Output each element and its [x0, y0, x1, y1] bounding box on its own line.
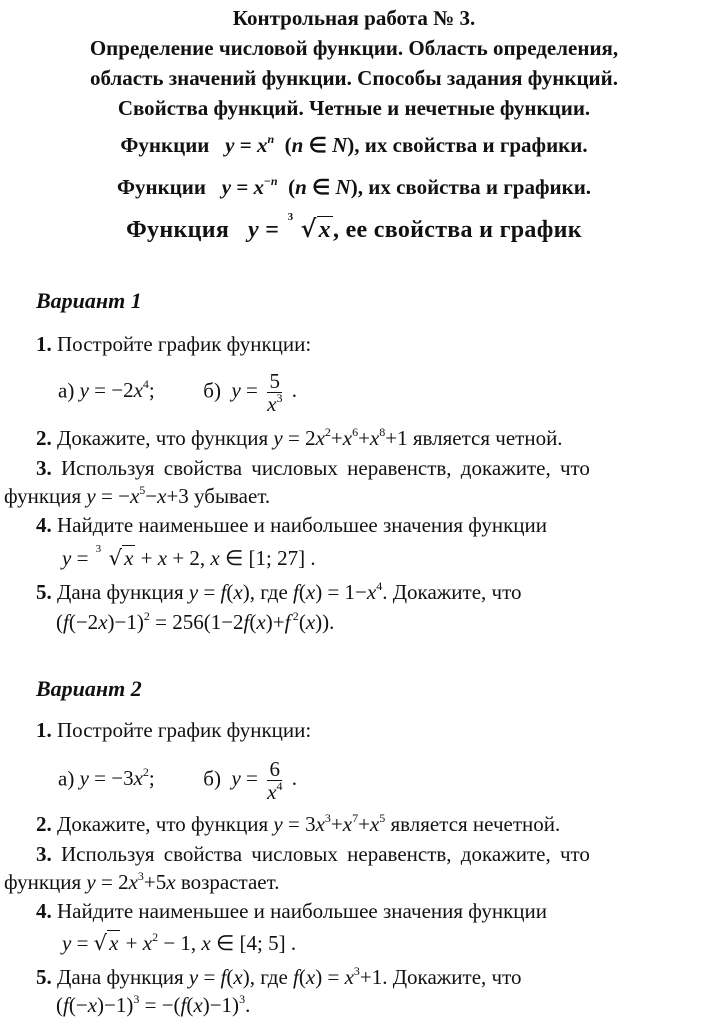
v1-task-3-line-1: [36, 456, 590, 481]
worksheet-title: Контрольная работа № 3.: [232, 6, 476, 30]
topic-line-5: [0, 175, 708, 200]
v1-task-2-text-before: Докажите, что функция: [57, 426, 269, 450]
v1-task-2-text-after: является четной.: [412, 426, 563, 450]
v1-task-1-text: Постройте график функции:: [57, 332, 312, 356]
v2-task-4-number: 4.: [36, 899, 52, 923]
v1-task-3-line-2-before: функция: [4, 484, 82, 508]
v2-task-2-number: 2.: [36, 812, 52, 836]
topic-line-6-prefix: Функция: [126, 217, 230, 243]
v1-fraction-numerator: 5: [267, 370, 282, 393]
v1-task-5-number: 5.: [36, 580, 52, 604]
v2-task-1: [36, 718, 311, 743]
formula-cube-root: y = 3 √x: [248, 211, 331, 243]
v1-task-2-formula: $y = 2x^2+x^6+x^8+1$: [273, 425, 408, 450]
v2-task-1-text: Постройте график функции:: [57, 718, 312, 742]
v2-task-1-formulas: [58, 758, 297, 803]
v1-task-1-b-label: б): [203, 378, 221, 403]
v1-formula-b: y = $\frac{5}{x^3}$ .: [231, 369, 297, 416]
v2-task-3-formula: $y = 2x^3+5x$: [86, 869, 176, 894]
v2-formula-b: y = $\frac{6}{x^4}$ .: [231, 757, 297, 804]
v2-task-5-text-mid: , где: [249, 965, 288, 989]
v1-task-3-formula: $y = -x^5-x+3$: [86, 483, 189, 508]
v2-task-4: [36, 899, 547, 924]
v1-task-5: 5. Дана функция y = f(x), где $f(x) = 1-x^4$. Докажите, что: [36, 579, 522, 604]
v2-fraction-numerator: 6: [267, 758, 282, 781]
v1-task-3-number: 3.: [36, 456, 52, 480]
v1-task-5-text-after: . Докажите, что: [382, 580, 522, 604]
topic-line-4: [0, 133, 708, 158]
topic-line-1: Определение числовой функции. Область определения,: [89, 36, 619, 60]
v1-task-3-text: Используя свойства числовых неравенств, докажите, что: [61, 456, 590, 480]
v1-task-5-formula: $(f(-2x)-1)^2 = 256(1-2f(x)+f$ $^2$(x)).: [56, 609, 335, 634]
formula-negative-power-function: $y = x^{-n}$ (n ∈ N): [221, 174, 358, 199]
v2-task-4-interval: [4; 5]: [239, 931, 286, 955]
v1-task-1-a-label: а): [58, 378, 75, 403]
v1-formula-a: $y = -2x^4$;: [79, 377, 155, 403]
topic-line-2: область значений функции. Способы задания функций.: [89, 66, 619, 90]
v2-task-1-number: 1.: [36, 718, 52, 742]
v1-task-4-interval: [1; 27]: [248, 546, 306, 570]
v2-task-3-text: Используя свойства числовых неравенств, докажите, что: [61, 842, 590, 866]
topic-line-3: Свойства функций. Четные и нечетные функции.: [117, 96, 591, 120]
v2-task-3-line-2: [4, 870, 279, 895]
variant-2-heading: Вариант 2: [36, 676, 142, 701]
v1-task-4-text: Найдите наименьшее и наибольшее значения функции: [57, 513, 548, 537]
topic-line-6-suffix: , ее свойства и график: [332, 217, 582, 243]
v1-task-1-formulas: [58, 370, 297, 415]
topic-line-4-suffix: , их свойства и графики.: [354, 133, 588, 157]
v2-task-3-number: 3.: [36, 842, 52, 866]
v2-task-2-text-after: является нечетной.: [390, 812, 561, 836]
v2-task-3-line-2-before: функция: [4, 870, 82, 894]
v2-task-5-formula: $(f(-x)-1)^3 = -(f(x)-1)^3$.: [56, 992, 251, 1017]
v2-task-2: [36, 812, 560, 837]
v2-task-5-text-after: . Докажите, что: [382, 965, 522, 989]
v1-task-2: [36, 426, 563, 451]
v1-task-4-formula: y = 3 √x + x + 2, x ∈ [1; 27] .: [62, 543, 316, 570]
v2-task-5-number: 5.: [36, 965, 52, 989]
topic-line-4-prefix: Функции: [120, 133, 210, 157]
v2-task-1-b-label: б): [203, 766, 221, 791]
variant-1-heading: Вариант 1: [36, 288, 142, 313]
v1-task-1-number: 1.: [36, 332, 52, 356]
v2-task-4-text: Найдите наименьшее и наибольшее значения функции: [57, 899, 548, 923]
v2-task-1-a-label: а): [58, 766, 75, 791]
v2-task-2-formula: $y = 3x^3+x^7+x^5$: [273, 811, 386, 836]
v1-task-5-text-before: Дана функция: [57, 580, 184, 604]
v1-task-3-line-2: [4, 484, 270, 509]
v2-formula-a: $y = -3x^2$;: [79, 765, 155, 791]
v1-task-2-number: 2.: [36, 426, 52, 450]
formula-power-function: $y = x^n$ (n ∈ N): [225, 132, 355, 157]
topic-line-6: [0, 211, 708, 244]
v1-task-4-number: 4.: [36, 513, 52, 537]
v2-task-4-formula: $y = √x + x^2 - 1$, x ∈ [4; 5] .: [62, 930, 297, 955]
topic-line-5-suffix: , их свойства и графики.: [357, 175, 592, 199]
v1-task-5-text-mid: , где: [249, 580, 288, 604]
v1-task-4: [36, 513, 547, 538]
v1-task-1: [36, 332, 311, 357]
v2-task-3-line-1: [36, 842, 590, 867]
v2-task-3-line-2-after: возрастает.: [180, 870, 280, 894]
v1-task-5-coeff: 256: [172, 610, 204, 634]
topic-line-5-prefix: Функции: [116, 175, 206, 199]
v2-task-2-text-before: Докажите, что функция: [57, 812, 269, 836]
v2-task-5-text-before: Дана функция: [57, 965, 184, 989]
v1-task-3-line-2-after: убывает.: [194, 484, 271, 508]
v2-task-5: 5. Дана функция y = f(x), где $f(x) = x^3+1$. Докажите, что: [36, 964, 522, 989]
